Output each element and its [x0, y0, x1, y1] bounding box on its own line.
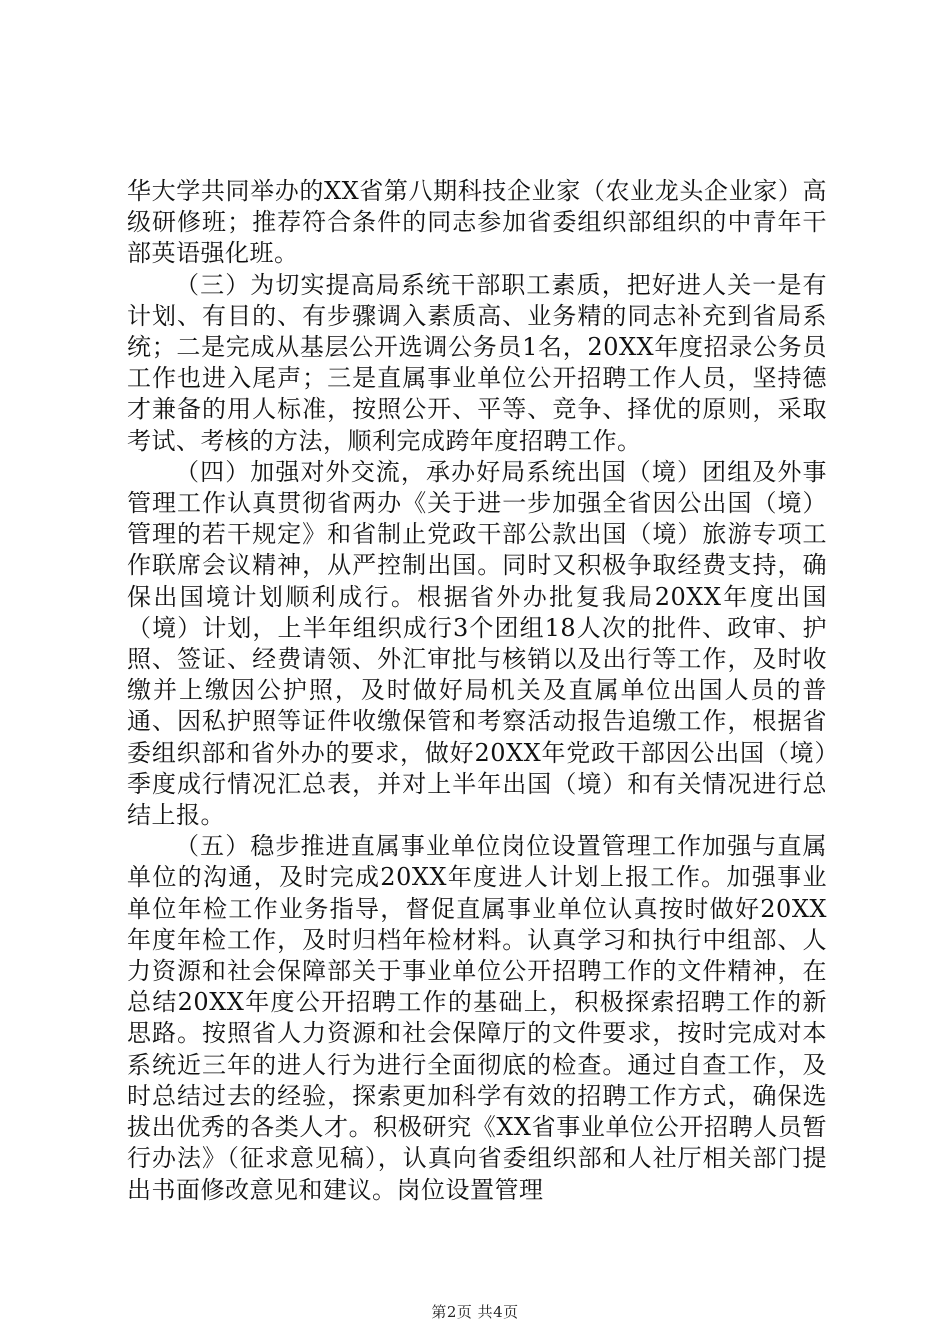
paragraph-section-3: （三）为切实提高局系统干部职工素质，把好进人关一是有计划、有目的、有步骤调入素质高、业务精的同志补充到省局系统；二是完成从基层公开选调公务员1名，20XX年度招录公务员工作也进入尾声；三是直属事业单位公开招聘工作人员，坚持德才兼备的用人标准，按照公开、平等、竞争、择优的原则，采取考试、考核的方法，顺利完成跨年度招聘工作。 [127, 270, 827, 455]
paragraph-continuation: 华大学共同举办的XX省第八期科技企业家（农业龙头企业家）高级研修班；推荐符合条件的同志参加省委组织部组织的中青年干部英语强化班。 [127, 177, 827, 268]
document-body [127, 176, 827, 1206]
paragraph-section-5: （五）稳步推进直属事业单位岗位设置管理工作加强与直属单位的沟通，及时完成20XX年度进人计划上报工作。加强事业单位年检工作业务指导，督促直属事业单位认真按时做好20XX年度年检工作，及时归档年检材料。认真学习和执行中组部、人力资源和社会保障部关于事业单位公开招聘工作的文件精神，在总结20XX年度公开招聘工作的基础上，积极探索招聘工作的新思路。按照省人力资源和社会保障厅的文件要求，按时完成对本系统近三年的进人行为进行全面彻底的检查。通过自查工作，及时总结过去的经验，探索更加科学有效的招聘工作方式，确保选拔出优秀的各类人才。积极研究《XX省事业单位公开招聘人员暂行办法》（征求意见稿），认真向省委组织部和人社厅相关部门提出书面修改意见和建议。岗位设置管理 [127, 832, 827, 1204]
page-number-footer: 第2页 共4页 [431, 1303, 519, 1321]
paragraph-section-4: （四）加强对外交流，承办好局系统出国（境）团组及外事管理工作认真贯彻省两办《关于进一步加强全省因公出国（境）管理的若干规定》和省制止党政干部公款出国（境）旅游专项工作联席会议精神，从严控制出国。同时又积极争取经费支持，确保出国境计划顺利成行。根据省外办批复我局20XX年度出国（境）计划，上半年组织成行3个团组18人次的批件、政审、护照、签证、经费请领、外汇审批与核销以及出行等工作，及时收缴并上缴因公护照，及时做好局机关及直属单位出国人员的普通、因私护照等证件收缴保管和考察活动报告追缴工作，根据省委组织部和省外办的要求，做好20XX年党政干部因公出国（境）季度成行情况汇总表，并对上半年出国（境）和有关情况进行总结上报。 [127, 457, 827, 830]
